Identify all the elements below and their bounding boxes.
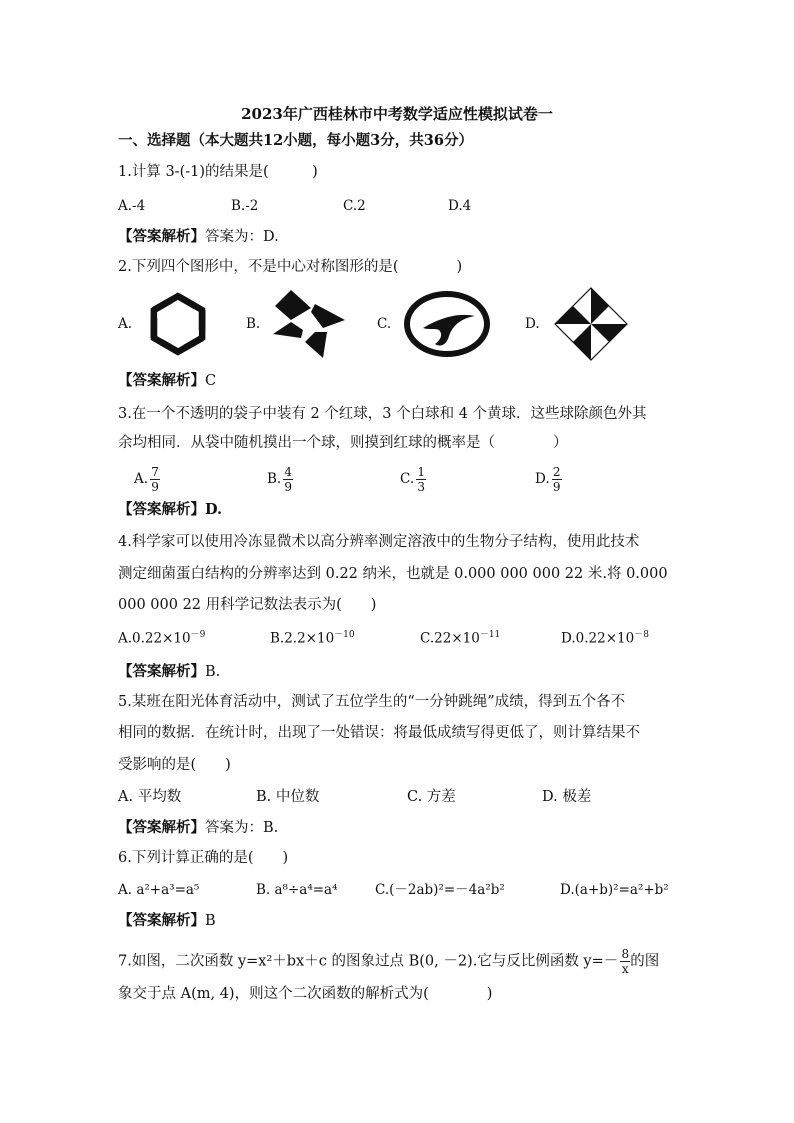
q4-answer: [118, 662, 220, 682]
question-6-stem: 6.下列计算正确的是( ): [118, 850, 289, 866]
question-3-stem-line-2: 余均相同．从袋中随机摸出一个球，则摸到红球的概率是（ ）: [118, 435, 568, 451]
q1-option-c: C.2: [343, 198, 366, 214]
page-title: 2023年广西桂林市中考数学适应性模拟试卷一: [241, 105, 553, 123]
question-4-stem-line-1: 4.科学家可以使用冷冻显微术以高分辨率测定溶液中的生物分子结构，使用此技术: [118, 534, 640, 550]
q1-option-a: A.-4: [118, 198, 146, 214]
q2-answer: [118, 371, 216, 391]
question-5-stem-line-3: 受影响的是( ): [118, 757, 231, 773]
q2-option-d-label: D.: [525, 316, 540, 332]
question-7-stem-line-2: 象交于点 A(m, 4)，则这个二次函数的解析式为( ): [118, 986, 493, 1002]
q2-option-c-label: C.: [377, 316, 392, 332]
q4-option-c: $C.22\times 10^{-11}$: [420, 630, 501, 647]
q4-option-b: $B.2.2\times 10^{-10}$: [270, 630, 355, 647]
q5-option-a: A. 平均数: [118, 789, 182, 805]
fraction: $\frac{2}{9}$: [552, 465, 561, 494]
ellipse-logo-figure: [403, 290, 491, 358]
q3-option-b: B. $\frac{4}{9}$: [267, 465, 293, 494]
fraction: $\frac{1}{3}$: [417, 465, 425, 494]
answer-tag: 【答案解析】: [118, 228, 205, 245]
q1-option-b: B.-2: [231, 198, 259, 214]
question-7-stem-line-1: 7.如图，二次函数 y=x²＋bx＋c 的图象过点 B(0, －2).它与反比例函数 y=－ $\frac{8}{x}$ 的图: [118, 947, 660, 976]
question-1-stem: 1.计算 3-(-1)的结果是( ): [118, 164, 318, 180]
fraction: $\frac{4}{9}$: [284, 465, 293, 494]
question-2-stem: 2.下列四个图形中，不是中心对称图形的是( ): [118, 259, 463, 275]
diamond-triangle-figure: [553, 286, 629, 362]
q6-option-c: C.(－2ab)²=－4a²b²: [375, 882, 505, 898]
q3-option-a: A. $\frac{7}{9}$: [134, 465, 159, 494]
q4-option-a: $A.0.22\times 10^{-9}$: [118, 630, 206, 647]
q6-option-b: B. a⁸÷a⁴=a⁴: [256, 882, 338, 898]
q5-answer: [118, 818, 278, 838]
answer-text: 答案为：B.: [205, 820, 279, 836]
answer-tag: 【答案解析】: [118, 501, 205, 518]
q3-option-c: C. $\frac{1}{3}$: [400, 465, 425, 494]
q1-answer: [118, 227, 279, 247]
q6-option-d: D.(a+b)²=a²+b²: [560, 882, 669, 898]
q1-option-d: D.4: [448, 198, 472, 214]
answer-text: B.: [205, 664, 221, 680]
hexagon-swirl-figure: [144, 289, 212, 359]
question-4-stem-line-3: 000 000 22 用科学记数法表示为( ): [118, 597, 377, 613]
question-3-stem-line-1: 3.在一个不透明的袋子中装有 2 个红球，3 个白球和 4 个黄球．这些球除颜色外其: [118, 406, 647, 422]
q3-answer: [118, 500, 222, 520]
q3-option-d: D. $\frac{2}{9}$: [535, 465, 561, 494]
pinwheel-square-figure: [271, 288, 347, 360]
question-4-stem-line-2: 测定细菌蛋白结构的分辨率达到 0.22 纳米，也就是 0.000 000 000 22 米.将 0.000: [118, 566, 668, 582]
q6-answer: [118, 911, 216, 931]
answer-text: B: [205, 913, 216, 929]
question-5-stem-line-1: 5.某班在阳光体育活动中，测试了五位学生的“一分钟跳绳”成绩，得到五个各不: [118, 694, 626, 710]
section-heading: 一、选择题（本大题共12小题，每小题3分，共36分）: [118, 132, 473, 149]
answer-text: 答案为：D.: [205, 229, 279, 245]
q4-option-d: $D.0.22\times 10^{-8}$: [561, 630, 649, 647]
answer-tag: 【答案解析】: [118, 912, 205, 929]
q2-option-a-label: A.: [118, 316, 133, 332]
answer-text: D.: [205, 501, 223, 518]
fraction: $\frac{7}{9}$: [151, 465, 159, 494]
q5-option-d: D. 极差: [542, 789, 592, 805]
q6-option-a: A. a²+a³=a⁵: [118, 882, 200, 898]
answer-tag: 【答案解析】: [118, 663, 205, 680]
answer-tag: 【答案解析】: [118, 819, 205, 836]
question-5-stem-line-2: 相同的数据．在统计时，出现了一处错误：将最低成绩写得更低了，则计算结果不: [118, 725, 640, 741]
answer-text: C: [205, 373, 217, 389]
answer-tag: 【答案解析】: [118, 372, 205, 389]
q5-option-c: C. 方差: [407, 789, 456, 805]
fraction: $\frac{8}{x}$: [621, 947, 630, 976]
q5-option-b: B. 中位数: [256, 789, 320, 805]
q2-option-b-label: B.: [246, 316, 261, 332]
